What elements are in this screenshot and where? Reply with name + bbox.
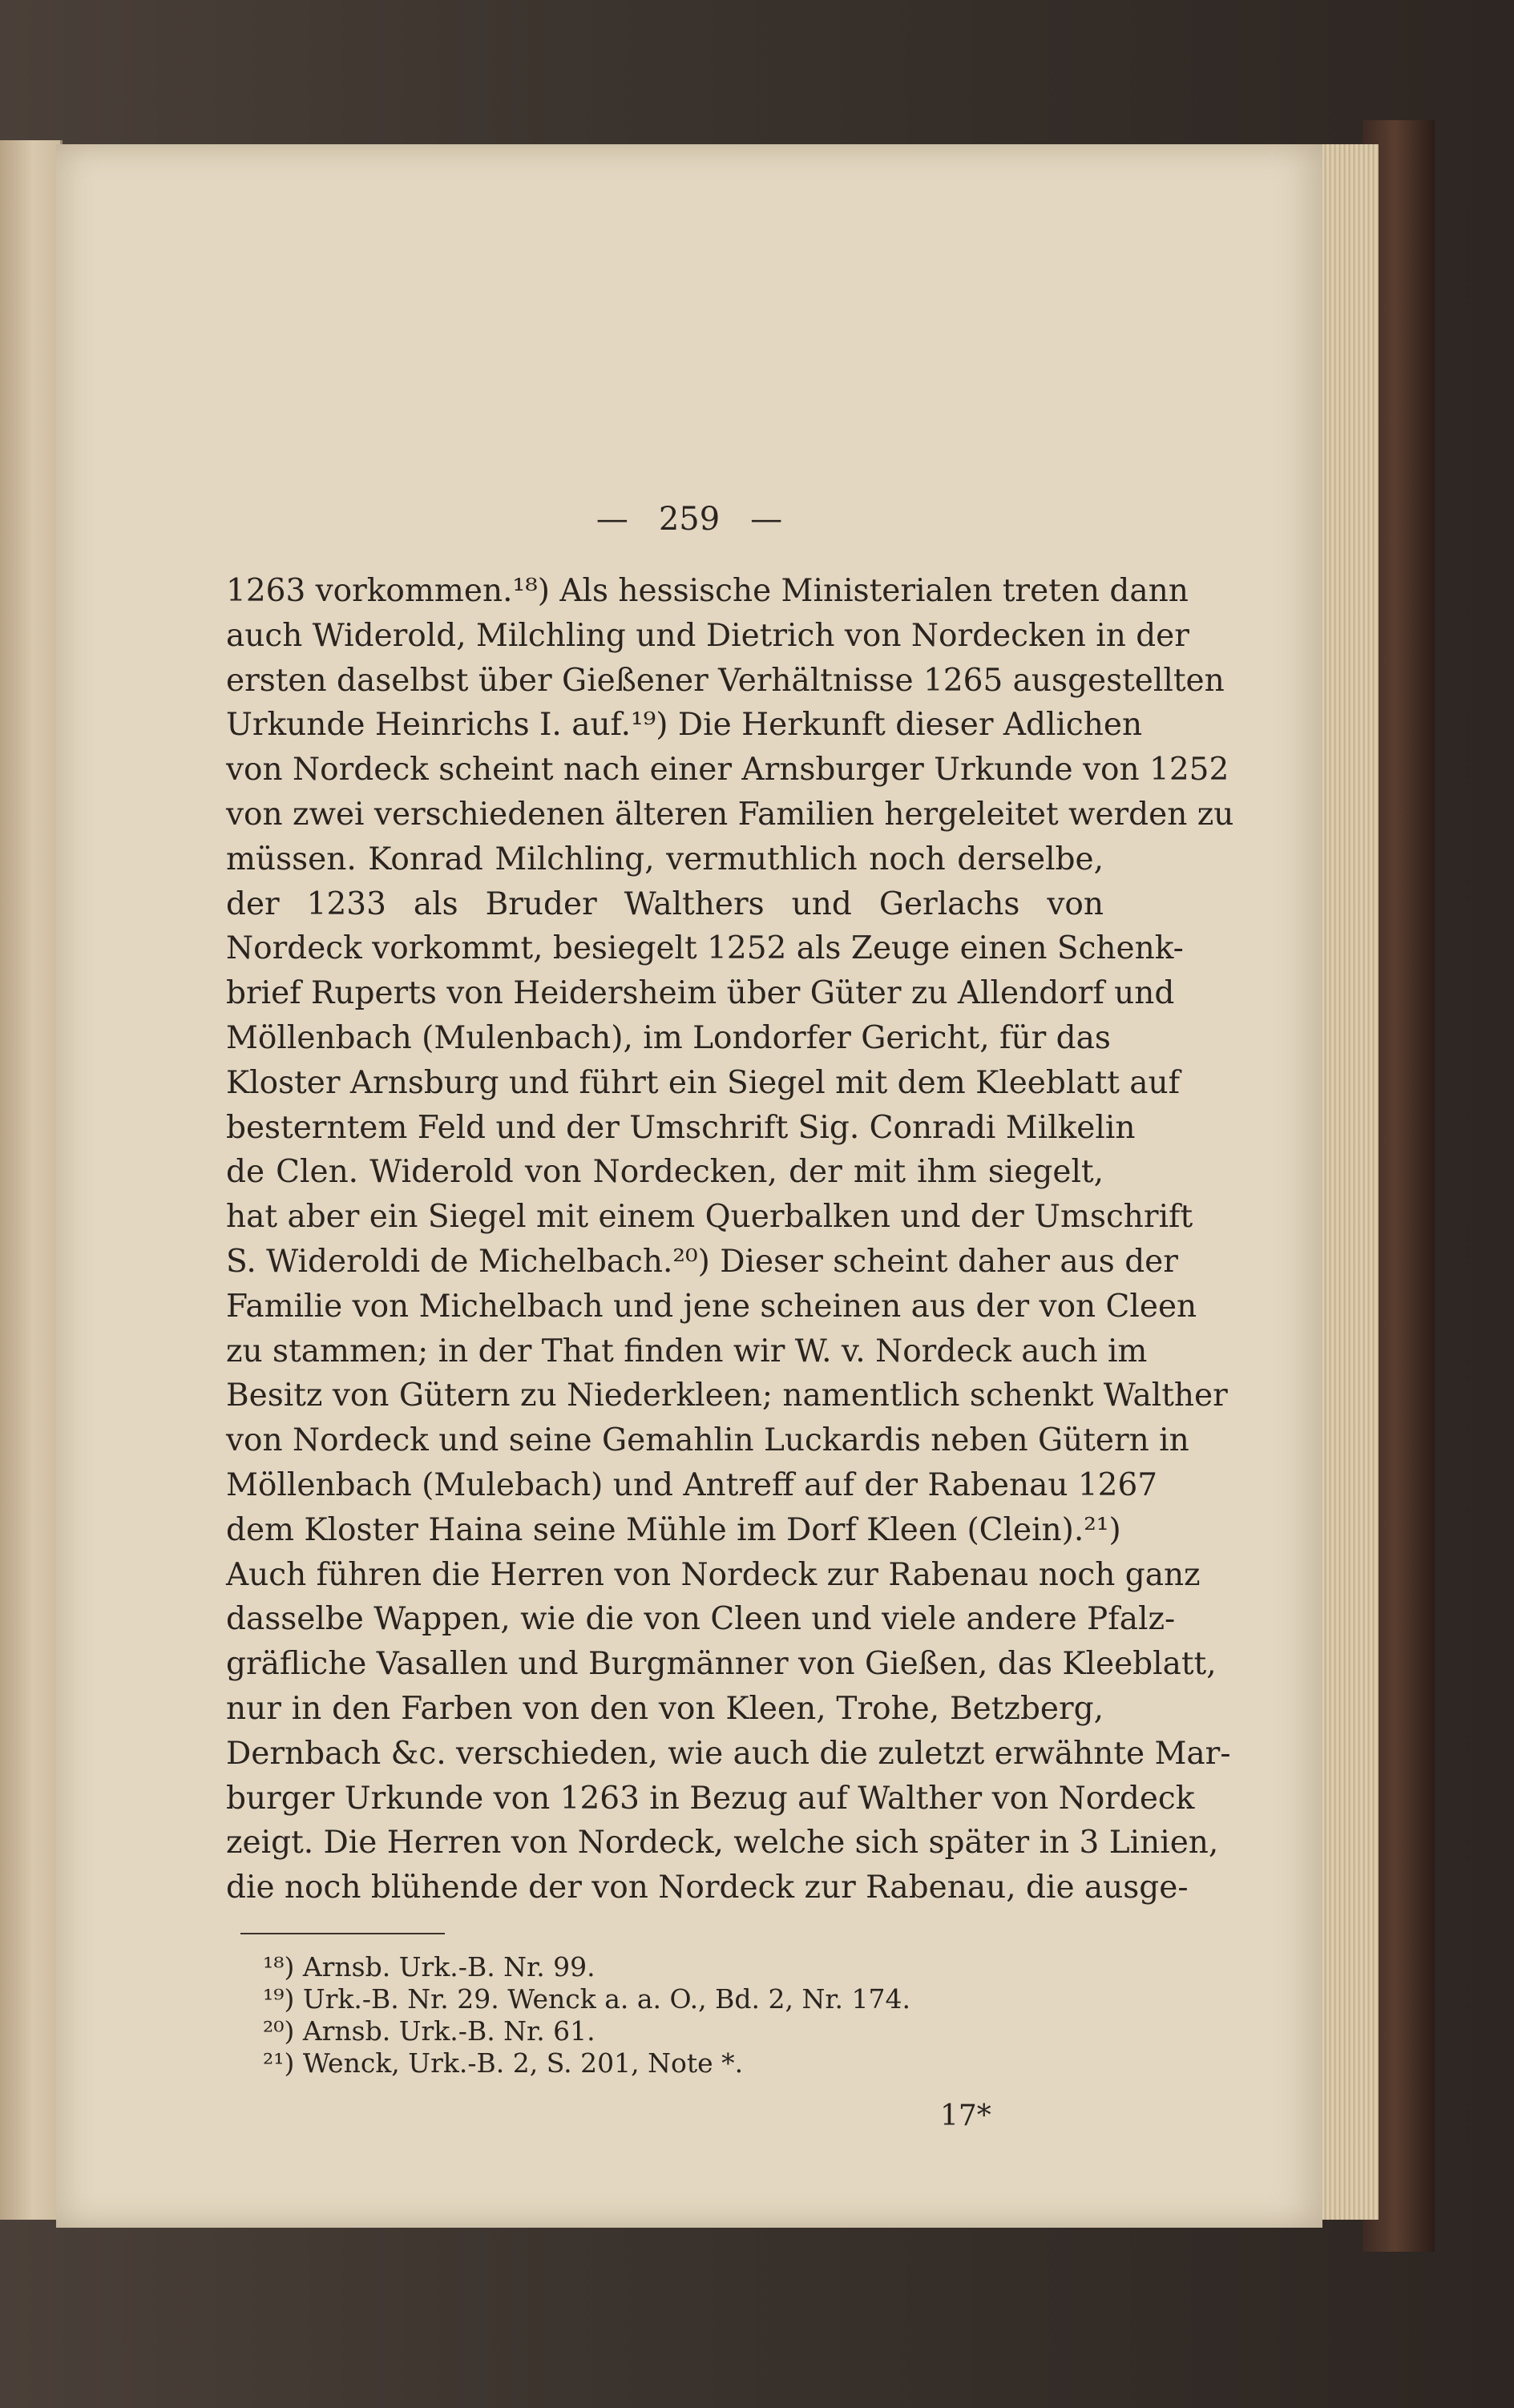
- text-line: burger Urkunde von 1263 in Bezug auf Walther von Nordeck: [226, 1780, 1195, 1817]
- text-line: gräfliche Vasallen und Burgmänner von Gießen, das Kleeblatt,: [226, 1646, 1217, 1683]
- footnotes: [263, 1951, 984, 2079]
- footnote-divider: [240, 1933, 445, 1934]
- text-line: von Nordeck und seine Gemahlin Luckardis neben Gütern in: [226, 1422, 1189, 1459]
- text-line: die noch blühende der von Nordeck zur Rabenau, die ausge-: [226, 1870, 1189, 1906]
- book-page: [56, 144, 1322, 2228]
- text-line: müssen. Konrad Milchling, vermuthlich noch derselbe,: [226, 841, 1104, 877]
- header-dash-left: —: [596, 501, 628, 538]
- text-line: hat aber ein Siegel mit einem Querbalken und der Umschrift: [226, 1199, 1193, 1236]
- header-dash-right: —: [750, 501, 783, 538]
- text-line: Besitz von Gütern zu Niederkleen; namentlich schenkt Walther: [226, 1377, 1228, 1414]
- page-number: 259: [658, 501, 721, 538]
- text-line: zu stammen; in der That finden wir W. v. Nordeck auch im: [226, 1333, 1148, 1369]
- text-line: auch Widerold, Milchling und Dietrich von Nordecken in der: [226, 617, 1189, 654]
- text-line: von Nordeck scheint nach einer Arnsburger Urkunde von 1252: [226, 752, 1229, 789]
- text-line: dasselbe Wappen, wie die von Cleen und viele andere Pfalz-: [226, 1601, 1176, 1638]
- text-line: Nordeck vorkommt, besiegelt 1252 als Zeuge einen Schenk-: [226, 930, 1184, 967]
- left-page-edge: [0, 140, 63, 2220]
- text-line: Möllenbach (Mulenbach), im Londorfer Gericht, für das: [226, 1019, 1111, 1056]
- footnote: ²⁰) Arnsb. Urk.-B. Nr. 61.: [263, 2015, 596, 2047]
- text-line: besterntem Feld und der Umschrift Sig. Conradi Milkelin: [226, 1109, 1136, 1146]
- signature-mark: 17*: [940, 2099, 991, 2132]
- text-line: nur in den Farben von den von Kleen, Trohe, Betzberg,: [226, 1690, 1104, 1727]
- text-line: dem Kloster Haina seine Mühle im Dorf Kleen (Clein).²¹): [226, 1511, 1121, 1548]
- text-line: Kloster Arnsburg und führt ein Siegel mit dem Kleeblatt auf: [226, 1064, 1181, 1101]
- footnote: ¹⁹) Urk.-B. Nr. 29. Wenck a. a. O., Bd. 2, Nr. 174.: [263, 1983, 910, 2015]
- text-line: de Clen. Widerold von Nordecken, der mit ihm siegelt,: [226, 1154, 1104, 1191]
- text-line: Familie von Michelbach und jene scheinen aus der von Cleen: [226, 1288, 1197, 1325]
- text-line: der 1233 als Bruder Walthers und Gerlachs von: [226, 885, 1104, 922]
- footnote: ²¹) Wenck, Urk.-B. 2, S. 201, Note *.: [263, 2047, 744, 2079]
- text-line: S. Wideroldi de Michelbach.²⁰) Dieser scheint daher aus der: [226, 1243, 1178, 1280]
- text-line: zeigt. Die Herren von Nordeck, welche sich später in 3 Linien,: [226, 1825, 1219, 1861]
- text-line: von zwei verschiedenen älteren Familien hergeleitet werden zu: [226, 796, 1234, 833]
- text-line: Urkunde Heinrichs I. auf.¹⁹) Die Herkunft dieser Adlichen: [226, 707, 1143, 744]
- main-text: [226, 569, 1234, 1910]
- text-line: Möllenbach (Mulebach) und Antreff auf der Rabenau 1267: [226, 1466, 1158, 1503]
- text-line: Auch führen die Herren von Nordeck zur Rabenau noch ganz: [226, 1556, 1201, 1593]
- page-header: [56, 501, 1322, 538]
- footnote: ¹⁸) Arnsb. Urk.-B. Nr. 99.: [263, 1951, 596, 1982]
- text-line: Dernbach &c. verschieden, wie auch die zuletzt erwähnte Mar-: [226, 1735, 1231, 1772]
- text-line: 1263 vorkommen.¹⁸) Als hessische Ministerialen treten dann: [226, 573, 1189, 609]
- text-line: ersten daselbst über Gießener Verhältnisse 1265 ausgestellten: [226, 662, 1225, 699]
- text-line: brief Ruperts von Heidersheim über Güter zu Allendorf und: [226, 975, 1175, 1012]
